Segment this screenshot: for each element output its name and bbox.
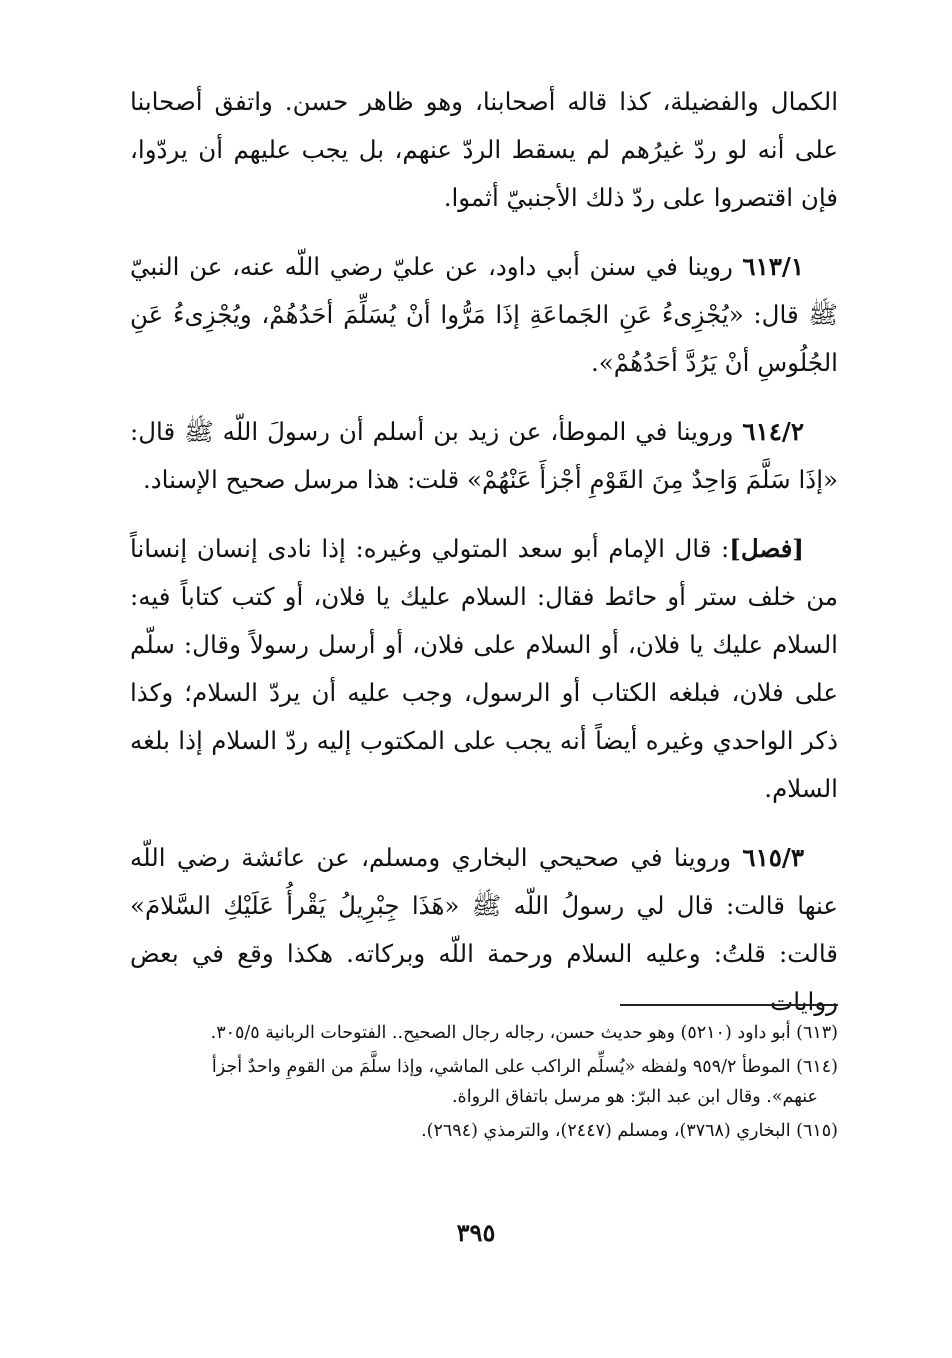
hadith-number: ٦١٤/٢ bbox=[742, 417, 804, 446]
hadith-text: وروينا في صحيحي البخاري ومسلم، عن عائشة رضي اللّه عنها قالت: قال لي رسولُ اللّه ﷺ «هَذَا جِبْرِيلُ يَقْرأُ عَلَيْكِ السَّلامَ» قالت: قلتُ: وعليه السلام ورحمة اللّه وبركاته. هكذا وقع في بعض روايات bbox=[130, 843, 838, 1016]
hadith-614 bbox=[130, 408, 838, 504]
section-fasl bbox=[130, 525, 838, 813]
section-text: : قال الإمام أبو سعد المتولي وغيره: إذا نادى إنسان إنساناً من خلف ستر أو حائط فقال: السلام عليك يا فلان، أو كتب كتاباً فيه: السلام عليك يا فلان، أو السلام على فلان، أو أرسل رسولاً وقال: سلّم على فلان، فبلغه الكتاب أو الرسول، وجب عليه أن يردّ السلام؛ وكذا ذكر الواحدي وغيره أيضاً أنه يجب على المكتوب إليه ردّ السلام إذا بلغه السلام. bbox=[130, 534, 838, 803]
footnote-613: (٦١٣) أبو داود (٥٢١٠) وهو حديث حسن، رجاله رجال الصحيح.. الفتوحات الربانية ٣٠٥/٥. bbox=[210, 1023, 838, 1043]
footnote-614 bbox=[128, 1052, 838, 1112]
footnote-line: (٦١٤) الموطأ ٩٥٩/٢ ولفظه «يُسلِّم الراكب على الماشي، وإذا سلَّمَ من القومِ واحدٌ أجزأ bbox=[211, 1057, 838, 1077]
hadith-613 bbox=[130, 243, 838, 387]
paragraph-continuation bbox=[130, 78, 838, 222]
hadith-615 bbox=[130, 834, 838, 1026]
paragraph-text: الكمال والفضيلة، كذا قاله أصحابنا، وهو ظاهر حسن. واتفق أصحابنا على أنه لو ردّ غيرُهم لم يسقط الردّ عنهم، بل يجب عليهم أن يردّوا، فإن اقتصروا على ردّ ذلك الأجنبيّ أثموا. bbox=[130, 87, 838, 212]
page-number: ٣٩٥ bbox=[456, 1218, 496, 1247]
footnotes bbox=[128, 1018, 838, 1150]
hadith-text: روينا في سنن أبي داود، عن عليّ رضي اللّه عنه، عن النبيّ ﷺ قال: «يُجْزِىءُ عَنِ الجَماعَةِ إذَا مَرُّوا أنْ يُسَلِّمَ أحَدُهُمْ، ويُجْزِىءُ عَنِ الجُلُوسِ أنْ يَرُدَّ أحَدُهُمْ». bbox=[130, 252, 838, 377]
hadith-number: ٦١٣/١ bbox=[742, 252, 804, 281]
hadith-number: ٦١٥/٣ bbox=[742, 843, 804, 872]
section-label: [فصل] bbox=[729, 534, 804, 563]
footnote-divider bbox=[620, 1004, 838, 1006]
footnote-615: (٦١٥) البخاري (٣٧٦٨)، ومسلم (٢٤٤٧)، والترمذي (٢٦٩٤). bbox=[421, 1121, 838, 1141]
main-text bbox=[130, 78, 838, 1047]
hadith-text: وروينا في الموطأ، عن زيد بن أسلم أن رسولَ اللّه ﷺ قال: «إذَا سَلَّمَ وَاحِدٌ مِنَ القَوْمِ أجْزأَ عَنْهُمْ» قلت: هذا مرسل صحيح الإسناد. bbox=[130, 417, 838, 494]
footnote-line: عنهم». وقال ابن عبد البرّ: هو مرسل باتفاق الرواة. bbox=[451, 1087, 818, 1107]
